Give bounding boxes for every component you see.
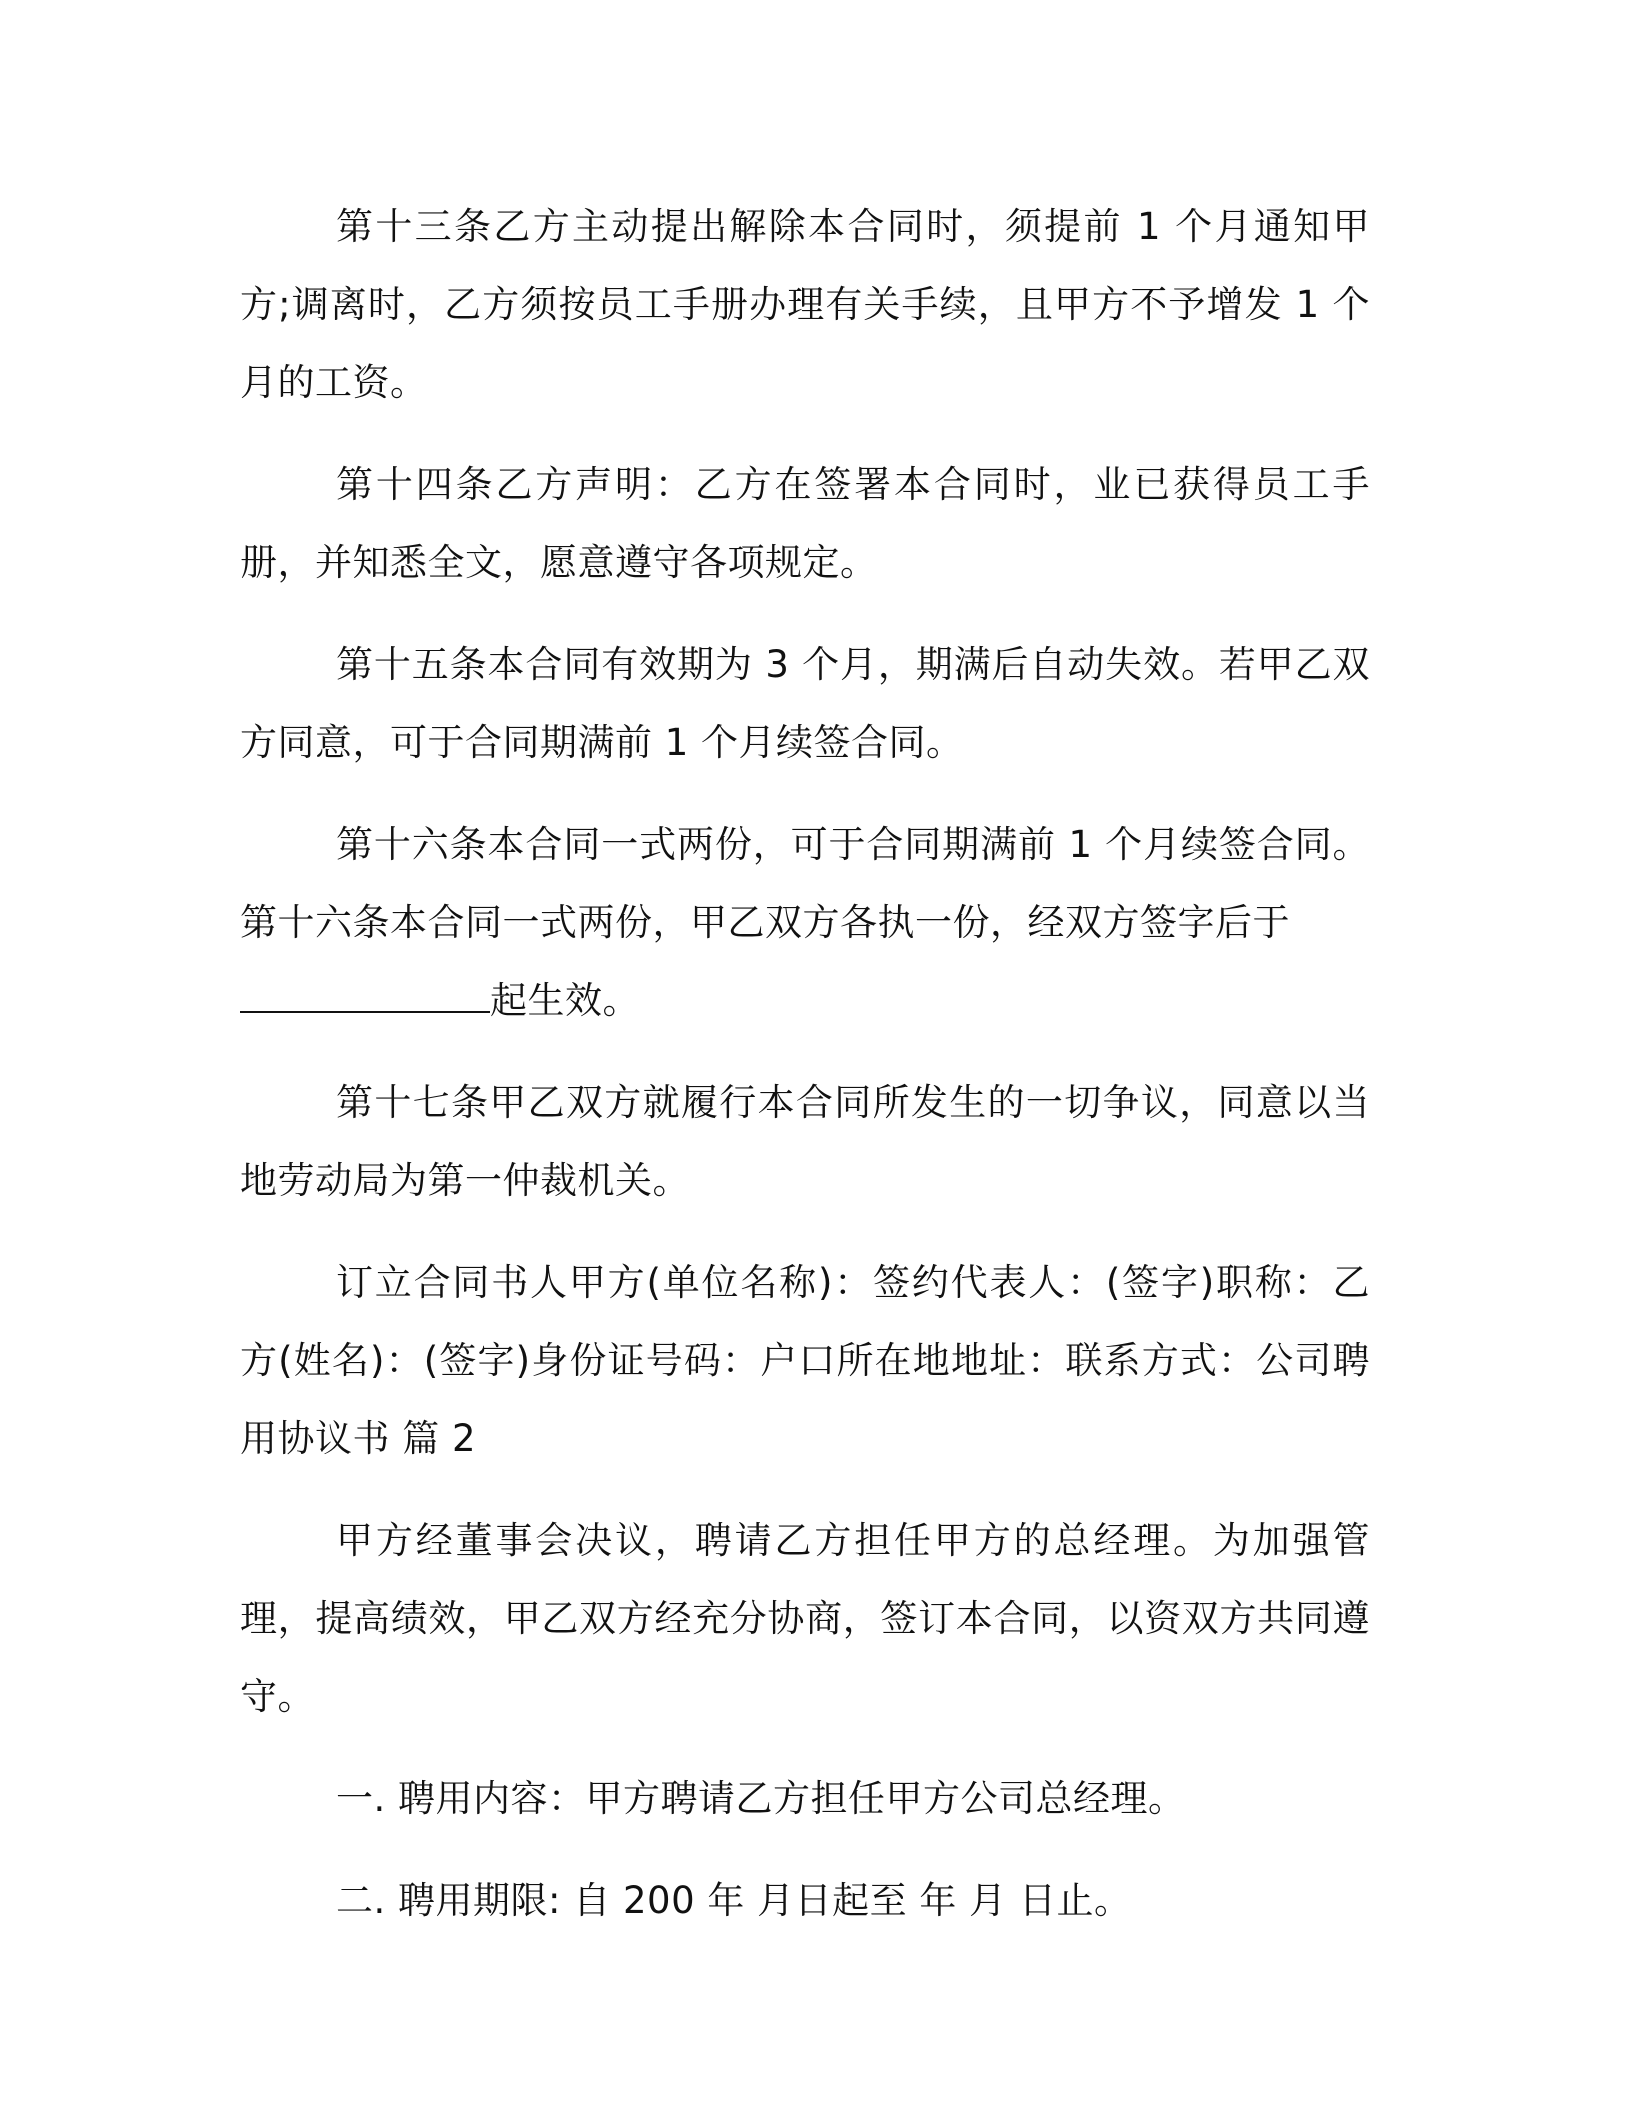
article-16-text: 第十六条本合同一式两份，可于合同期满前 1 个月续签合同。第十六条本合同一式两份，甲乙双方各执一份，经双方签字后于 — [240, 823, 1370, 944]
article-16 — [240, 806, 1370, 1040]
clause-employment-term: 二. 聘用期限: 自 200 年 月日起至 年 月 日止。 — [336, 1879, 1132, 1922]
article-16-end: 起生效。 — [490, 979, 640, 1022]
clause-employment-content: 一. 聘用内容：甲方聘请乙方担任甲方公司总经理。 — [336, 1777, 1186, 1820]
agreement-intro: 甲方经董事会决议，聘请乙方担任甲方的总经理。为加强管理，提高绩效，甲乙双方经充分协商，签订本合同，以资双方共同遵守。 — [240, 1519, 1370, 1718]
article-17: 第十七条甲乙双方就履行本合同所发生的一切争议，同意以当地劳动局为第一仲裁机关。 — [240, 1081, 1370, 1202]
effective-date-blank — [240, 981, 490, 1013]
article-13: 第十三条乙方主动提出解除本合同时，须提前 1 个月通知甲方;调离时，乙方须按员工手册办理有关手续，且甲方不予增发 1 个月的工资。 — [240, 205, 1370, 404]
document-page — [240, 188, 1370, 1964]
article-14: 第十四条乙方声明：乙方在签署本合同时，业已获得员工手册，并知悉全文，愿意遵守各项规定。 — [240, 463, 1370, 584]
signature-block: 订立合同书人甲方(单位名称)：签约代表人：(签字)职称：乙方(姓名)：(签字)身份证号码：户口所在地地址：联系方式：公司聘用协议书 篇 2 — [240, 1261, 1370, 1460]
article-15: 第十五条本合同有效期为 3 个月，期满后自动失效。若甲乙双方同意，可于合同期满前 1 个月续签合同。 — [240, 643, 1370, 764]
